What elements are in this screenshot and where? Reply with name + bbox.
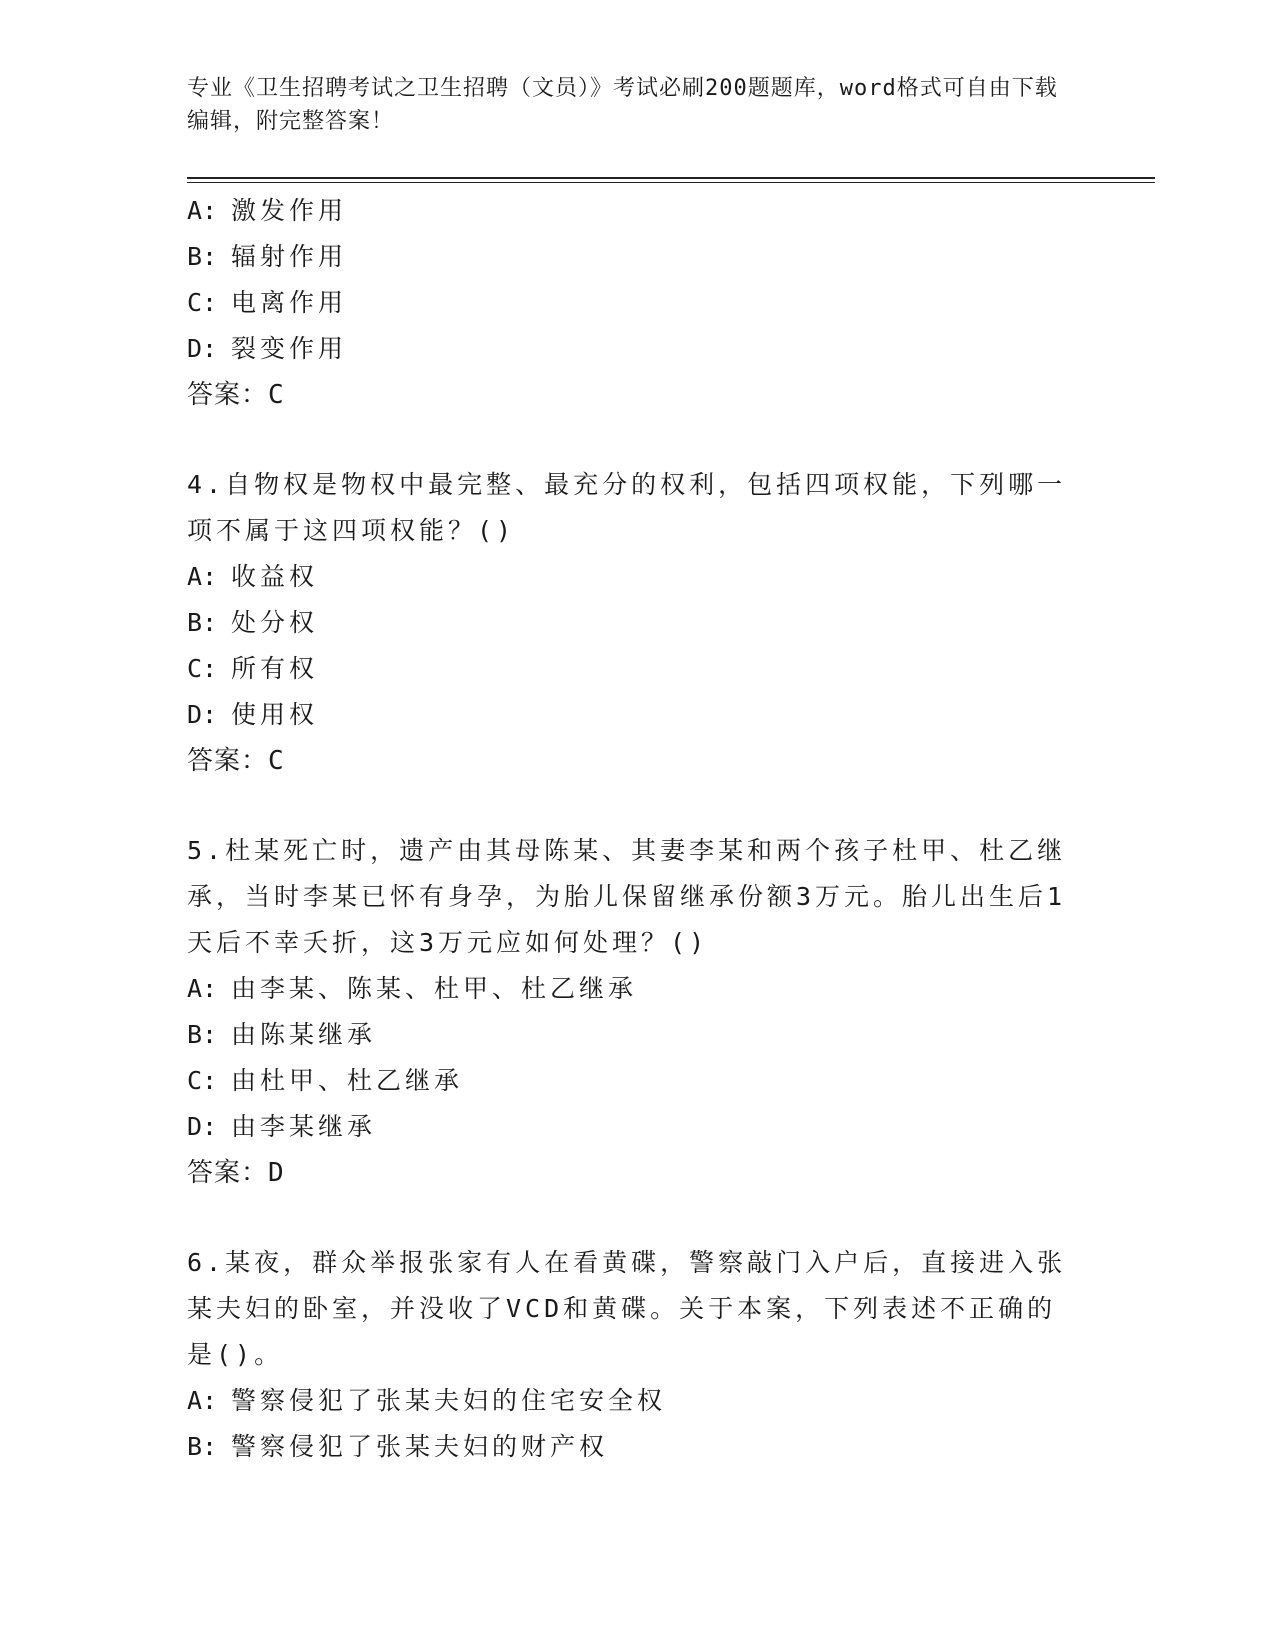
option-b: B: 由陈某继承 (187, 1020, 377, 1049)
question-body (187, 188, 1067, 1470)
question-stem: 6.某夜，群众举报张家有人在看黄碟，警察敲门入户后，直接进入张某夫妇的卧室，并没收了VCD和黄碟。关于本案，下列表述不正确的是()。 (187, 1248, 1067, 1369)
option-d: D: 由李某继承 (187, 1112, 377, 1141)
header-divider-thin (187, 182, 1155, 183)
answer-line: 答案：C (187, 746, 285, 776)
answer-line: 答案：D (187, 1158, 285, 1188)
option-c: C: 所有权 (187, 654, 319, 683)
option-a: A: 激发作用 (187, 196, 348, 225)
option-a: A: 警察侵犯了张某夫妇的住宅安全权 (187, 1386, 667, 1415)
document-header: 专业《卫生招聘考试之卫生招聘（文员）》考试必刷200题题库，word格式可自由下载编辑，附完整答案！ (187, 76, 1058, 134)
option-c: C: 由杜甲、杜乙继承 (187, 1066, 464, 1095)
option-d: D: 使用权 (187, 700, 319, 729)
option-b: B: 警察侵犯了张某夫妇的财产权 (187, 1432, 609, 1461)
answer-line: 答案：C (187, 380, 285, 410)
option-a: A: 收益权 (187, 562, 319, 591)
option-b: B: 辐射作用 (187, 242, 348, 271)
header-divider (187, 177, 1155, 179)
option-c: C: 电离作用 (187, 288, 348, 317)
option-b: B: 处分权 (187, 608, 319, 637)
option-d: D: 裂变作用 (187, 334, 348, 363)
question-stem: 5.杜某死亡时，遗产由其母陈某、其妻李某和两个孩子杜甲、杜乙继承，当时李某已怀有身孕，为胎儿保留继承份额3万元。胎儿出生后1天后不幸夭折，这3万元应如何处理？() (187, 836, 1067, 957)
question-stem: 4.自物权是物权中最完整、最充分的权利，包括四项权能，下列哪一项不属于这四项权能？() (187, 470, 1067, 545)
option-a: A: 由李某、陈某、杜甲、杜乙继承 (187, 974, 638, 1003)
